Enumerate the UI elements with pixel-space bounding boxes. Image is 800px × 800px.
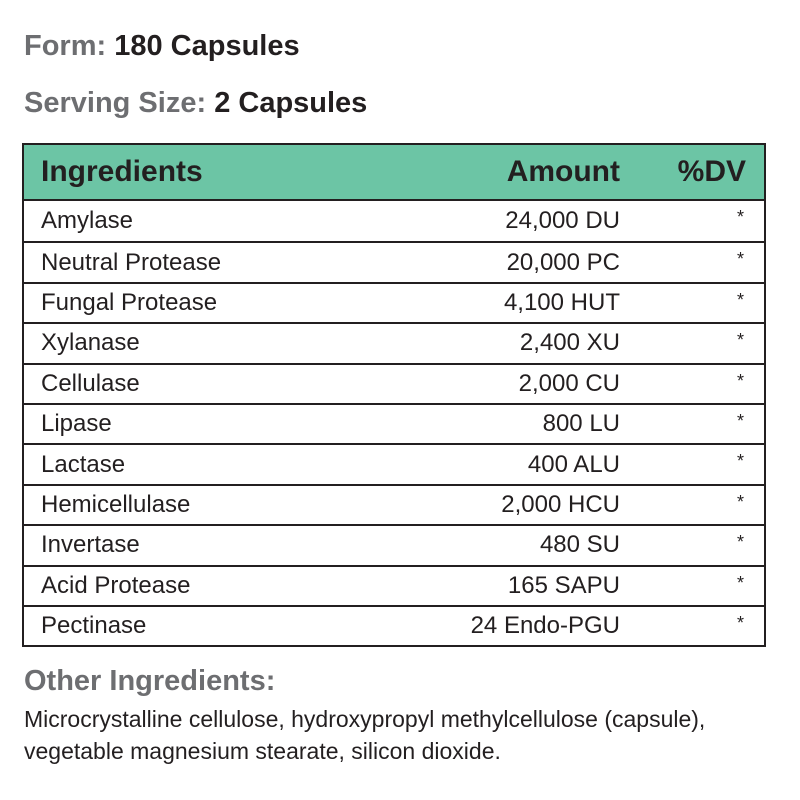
ingredient-name: Cellulase (41, 369, 140, 397)
ingredient-dv: * (736, 451, 744, 472)
ingredient-name: Xylanase (41, 329, 140, 357)
ingredient-amount: 4,100 HUT (503, 288, 620, 316)
ingredient-amount: 24 Endo-PGU (470, 612, 620, 640)
table-row (24, 524, 764, 564)
table-body (24, 201, 764, 645)
ingredient-name: Pectinase (41, 612, 147, 640)
ingredient-name: Lactase (41, 450, 126, 478)
other-ingredients-text: Microcrystalline cellulose, hydroxypropyl methylcellulose (capsule), vegetable magnesium stearate, silicon dioxide. (24, 706, 706, 764)
serving-size-line (24, 87, 367, 120)
table-row (24, 403, 764, 443)
ingredient-dv: * (736, 370, 744, 391)
ingredient-name: Invertase (41, 531, 140, 559)
table-row (24, 282, 764, 322)
table-row (24, 201, 764, 241)
ingredient-amount: 2,400 XU (519, 329, 620, 357)
table-row (24, 605, 764, 645)
form-line (24, 30, 300, 63)
ingredient-dv: * (736, 612, 744, 633)
table-row (24, 443, 764, 483)
ingredient-dv: * (736, 289, 744, 310)
form-label: Form: (24, 30, 107, 62)
ingredient-dv: * (736, 572, 744, 593)
ingredient-dv: * (736, 491, 744, 512)
table-row (24, 363, 764, 403)
table-row (24, 322, 764, 362)
table-row (24, 241, 764, 281)
ingredient-dv: * (736, 207, 744, 227)
serving-size-value: 2 Capsules (214, 87, 368, 119)
form-value: 180 Capsules (114, 30, 300, 62)
ingredient-dv: * (736, 410, 744, 431)
header-ingredients: Ingredients (41, 155, 203, 188)
header-dv: %DV (677, 155, 746, 188)
ingredient-amount: 24,000 DU (505, 207, 620, 235)
ingredient-amount: 2,000 CU (518, 369, 620, 397)
ingredient-name: Lipase (41, 410, 112, 438)
ingredient-amount: 800 LU (542, 410, 620, 438)
table-row (24, 565, 764, 605)
header-amount: Amount (506, 155, 620, 188)
ingredient-dv: * (736, 249, 744, 270)
ingredient-name: Acid Protease (41, 571, 191, 599)
ingredient-amount: 165 SAPU (507, 571, 620, 599)
ingredient-name: Amylase (41, 207, 134, 235)
ingredient-name: Hemicellulase (41, 490, 191, 518)
ingredient-dv: * (736, 330, 744, 351)
ingredients-table (22, 143, 766, 647)
ingredient-dv: * (736, 532, 744, 553)
ingredient-amount: 20,000 PC (506, 248, 620, 276)
other-ingredients-title: Other Ingredients: (24, 665, 276, 697)
ingredient-amount: 2,000 HCU (501, 490, 620, 518)
ingredient-amount: 400 ALU (527, 450, 620, 478)
ingredient-name: Neutral Protease (41, 248, 222, 276)
table-row (24, 484, 764, 524)
table-header (24, 145, 764, 201)
ingredient-amount: 480 SU (539, 531, 620, 559)
ingredient-name: Fungal Protease (41, 288, 218, 316)
serving-size-label: Serving Size: (24, 87, 207, 119)
